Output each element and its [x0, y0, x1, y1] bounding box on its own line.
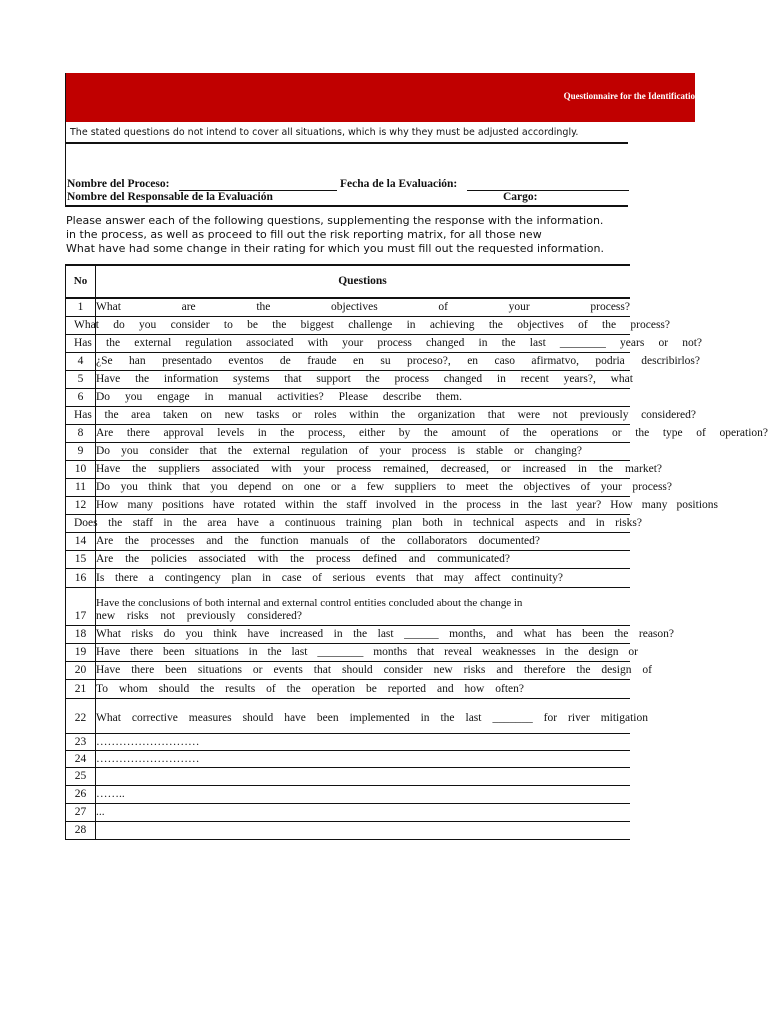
row-number: 1: [66, 299, 96, 316]
question-text[interactable]: Has the area taken on new tasks or roles within the organization that were not previously considered?: [74, 409, 696, 421]
question-text[interactable]: Have the conclusions of both internal and external control entities concluded about the change in: [96, 597, 523, 609]
table-row: [66, 299, 630, 317]
table-row: [66, 407, 696, 425]
row-number: 16: [66, 569, 96, 587]
table-row: [66, 680, 630, 699]
table-row: [66, 515, 642, 533]
table-row: [66, 768, 630, 786]
instruction-line: Please answer each of the following questions, supplementing the response with the information.: [66, 214, 604, 227]
question-text[interactable]: To whom should the results of the operation be reported and how often?: [96, 683, 524, 695]
evaluation-date-label: Fecha de la Evaluación:: [340, 178, 458, 190]
question-text[interactable]: Are the policies associated with the process defined and communicated?: [96, 553, 510, 565]
table-row: [66, 751, 630, 768]
table-row: [66, 335, 702, 353]
responsible-row: [65, 193, 628, 207]
question-text[interactable]: Do you consider that the external regulation of your process is stable or changing?: [96, 445, 582, 457]
row-number: 22: [66, 699, 96, 733]
banner-title: Questionnaire for the Identification: [563, 91, 700, 101]
question-text[interactable]: Do you engage in manual activities? Please describe them.: [96, 391, 462, 403]
table-row: [66, 822, 630, 840]
question-text[interactable]: Does the staff in the area have a continuous training plan both in technical aspects and in risks?: [74, 517, 642, 529]
column-header-no: No: [66, 266, 96, 297]
table-row: [66, 497, 718, 515]
table-row: [66, 389, 630, 407]
row-number: 10: [66, 461, 96, 478]
table-row: [66, 551, 630, 569]
row-number: 21: [66, 680, 96, 698]
question-text[interactable]: What corrective measures should have been implemented in the last _______ for river mitigation: [96, 712, 648, 724]
row-number: 14: [66, 533, 96, 550]
responsible-label: Nombre del Responsable de la Evaluación: [67, 191, 273, 203]
question-text[interactable]: What do you consider to be the biggest challenge in achieving the objectives of the process?: [74, 319, 670, 331]
left-border: [65, 144, 66, 176]
row-number: 5: [66, 371, 96, 388]
table-header: [66, 266, 630, 299]
question-text[interactable]: ¿Se han presentado eventos de fraude en su proceso?, en caso afirmatvo, podria describirlos?: [96, 355, 700, 367]
table-row: [66, 317, 670, 335]
table-row: [66, 644, 638, 662]
row-number: 6: [66, 389, 96, 406]
questions-table: [65, 264, 768, 840]
question-text[interactable]: ...: [96, 806, 105, 818]
table-row: [66, 786, 630, 804]
disclaimer-text: The stated questions do not intend to cover all situations, which is why they must be adjusted accordingly.: [65, 122, 628, 144]
table-row: [66, 479, 672, 497]
instructions: [66, 214, 626, 256]
row-number: 17: [66, 588, 96, 625]
row-number: 18: [66, 626, 96, 643]
row-number: 25: [66, 768, 96, 785]
process-name-label: Nombre del Proceso:: [67, 178, 170, 190]
table-row: [66, 569, 630, 588]
question-text[interactable]: Are there approval levels in the process, either by the amount of the operations or the type of operation?: [96, 427, 768, 439]
table-row: [66, 734, 630, 751]
question-text[interactable]: How many positions have rotated within the staff involved in the process in the last year? How many positions: [96, 499, 718, 511]
row-number: 11: [66, 479, 96, 496]
table-row: [66, 662, 652, 680]
question-text[interactable]: Has the external regulation associated with your process changed in the last ________ years or not?: [74, 337, 702, 349]
table-row: [66, 699, 648, 734]
table-row: [66, 443, 630, 461]
row-number: 28: [66, 822, 96, 839]
row-number: 19: [66, 644, 96, 661]
question-text[interactable]: Do you think that you depend on one or a few suppliers to meet the objectives of your process?: [96, 481, 672, 493]
row-number: 20: [66, 662, 96, 679]
row-number: 8: [66, 425, 96, 442]
question-text[interactable]: Is there a contingency plan in case of serious events that may affect continuity?: [96, 572, 563, 584]
evaluation-date-field[interactable]: [467, 190, 629, 191]
table-row: [66, 533, 630, 551]
position-label: Cargo:: [503, 191, 538, 203]
question-text[interactable]: ……..: [96, 788, 125, 800]
question-text[interactable]: Are the processes and the function manuals of the collaborators documented?: [96, 535, 540, 547]
question-text[interactable]: Have the information systems that support the process changed in recent years?, what: [96, 373, 633, 385]
row-number: 24: [66, 751, 96, 767]
question-text[interactable]: Have there been situations in the last ________ months that reveal weaknesses in the design or: [96, 646, 638, 658]
question-text[interactable]: Have the suppliers associated with your process remained, decreased, or increased in the market?: [96, 463, 662, 475]
row-number: 9: [66, 443, 96, 460]
row-number: 15: [66, 551, 96, 568]
question-text[interactable]: What are the objectives of your process?: [96, 301, 630, 313]
question-text[interactable]: What risks do you think have increased in the last ______ months, and what has been the reason?: [96, 628, 674, 640]
row-number: 12: [66, 497, 96, 514]
question-text[interactable]: ………………………: [96, 736, 200, 748]
instruction-line: What have had some change in their rating for which you must fill out the requested information.: [66, 242, 604, 255]
table-row: [66, 425, 768, 443]
table-row: [66, 371, 633, 389]
row-number: 27: [66, 804, 96, 821]
table-row: [66, 804, 630, 822]
column-header-questions: Questions: [338, 275, 387, 287]
table-row: [66, 588, 630, 626]
table-row: [66, 626, 674, 644]
question-text[interactable]: Have there been situations or events that should consider new risks and therefore the design of: [96, 664, 652, 676]
instruction-line: in the process, as well as proceed to fill out the risk reporting matrix, for all those new: [66, 228, 542, 241]
row-number: 23: [66, 734, 96, 750]
table-row: [66, 461, 662, 479]
row-number: 4: [66, 353, 96, 370]
row-number: 26: [66, 786, 96, 803]
question-text[interactable]: ………………………: [96, 753, 200, 765]
question-text-continued: new risks not previously considered?: [96, 610, 302, 622]
table-row: [66, 353, 700, 371]
